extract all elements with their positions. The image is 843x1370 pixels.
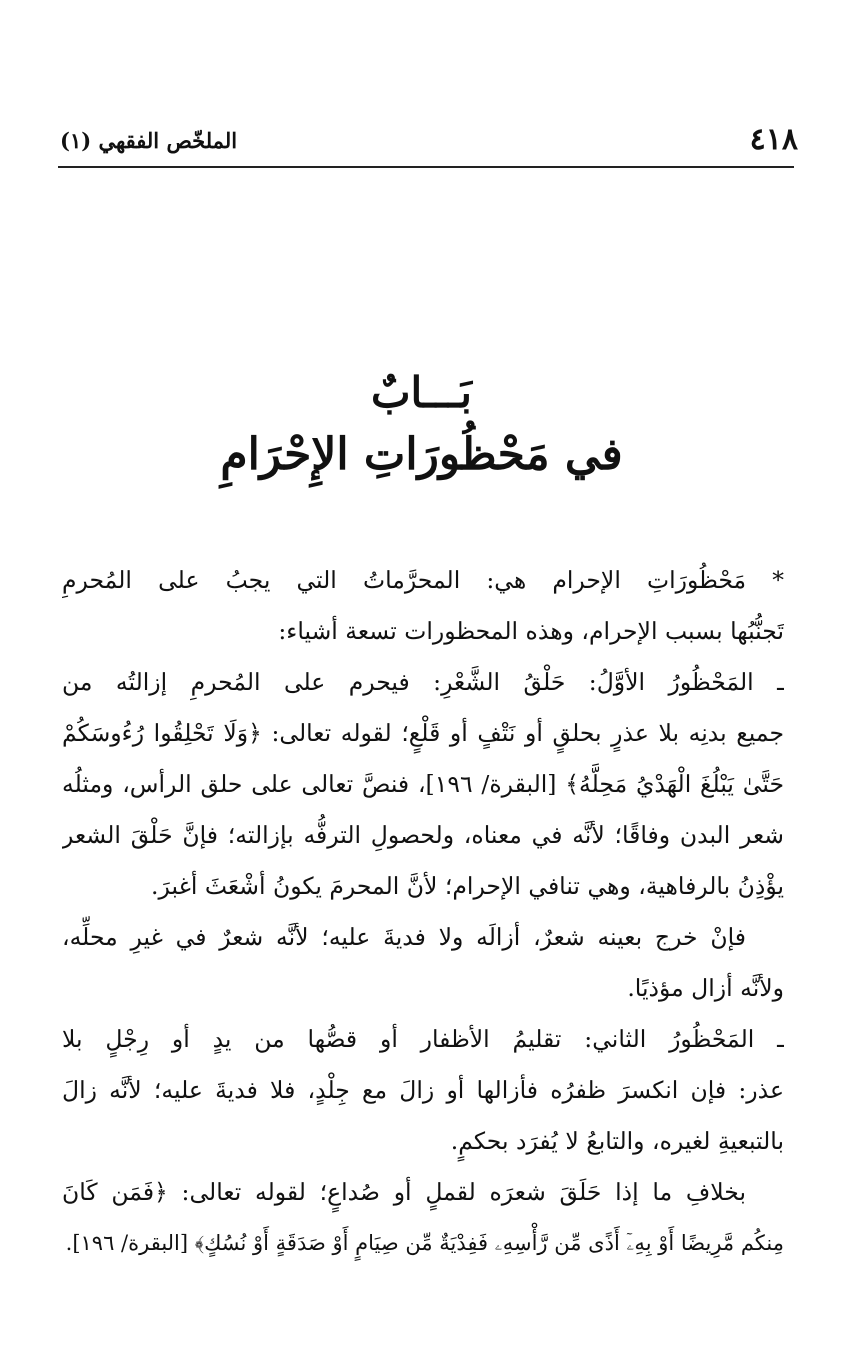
text-line: بخلافِ ما إذا حَلَقَ شعرَه لقملٍ أو صُداعٍ؛ لقوله تعالى: ﴿فَمَن كَانَ [62, 1178, 746, 1206]
running-head [60, 120, 798, 160]
header-divider [58, 166, 794, 168]
text-line: شعر البدن وفاقًا؛ لأنَّه في معناه، ولحصولِ الترفُّه بإزالته؛ فإنَّ حَلْقَ الشعر [62, 821, 784, 849]
book-title: الملخّص الفقهي (١) [60, 128, 238, 153]
text-line: * مَحْظُورَاتِ الإحرام هي: المحرَّماتُ التي يجبُ على المُحرمِ [62, 566, 784, 594]
text-line: عذر: فإن انكسرَ ظفرُه فأزالها أو زالَ مع جِلْدٍ، فلا فديةَ عليه؛ لأنَّه زالَ [62, 1076, 784, 1104]
text-line: فإنْ خرج بعينه شعرٌ، أزالَه ولا فديةَ عليه؛ لأنَّه شعرٌ في غيرِ محلِّه، [62, 923, 746, 951]
page-number: ٤١٨ [749, 122, 798, 157]
text-line: ـ المَحْظُورُ الثاني: تقليمُ الأظفار أو قصُّها من يدٍ أو رِجْلٍ بلا [62, 1025, 784, 1053]
text-line: ـ المَحْظُورُ الأوَّلُ: حَلْقُ الشَّعْرِ: فيحرم على المُحرمِ إزالتُه من [62, 668, 784, 696]
text-line: حَتَّىٰ يَبْلُغَ الْهَدْيُ مَحِلَّهُ﴾ [البقرة/ ١٩٦]، فنصَّ تعالى على حلق الرأس، ومثلُه [62, 770, 784, 798]
text-line: يؤْذِنُ بالرفاهية، وهي تنافي الإحرام؛ لأنَّ المحرمَ يكونُ أشْعَثَ أغبرَ. [151, 872, 784, 900]
chapter-title: في مَحْظُورَاتِ الإِحْرَامِ [220, 429, 623, 480]
text-line: مِنكُم مَّرِيضًا أَوْ بِهِۦٓ أَذًى مِّن رَّأْسِهِۦ فَفِدْيَةٌ مِّن صِيَامٍ أَوْ صَدَقَةٍ أَوْ نُسُكٍ﴾ [البقرة/ ١٩٦]. [65, 1231, 784, 1255]
body-text [62, 555, 784, 1269]
text-line: بالتبعيةِ لغيره، والتابعُ لا يُفرَد بحكمٍ. [450, 1127, 784, 1155]
text-line: جميع بدنِه بلا عذرٍ بحلقٍ أو نَتْفٍ أو قَلْعٍ؛ لقوله تعالى: ﴿وَلَا تَحْلِقُوا رُءُوسَكُمْ [62, 719, 784, 747]
text-line: ولأنَّه أزال مؤذيًا. [627, 974, 784, 1002]
text-line: تَجنُّبُها بسبب الإحرام، وهذه المحظورات تسعة أشياء: [278, 617, 784, 645]
chapter-label: بَـــابٌ [371, 368, 472, 417]
